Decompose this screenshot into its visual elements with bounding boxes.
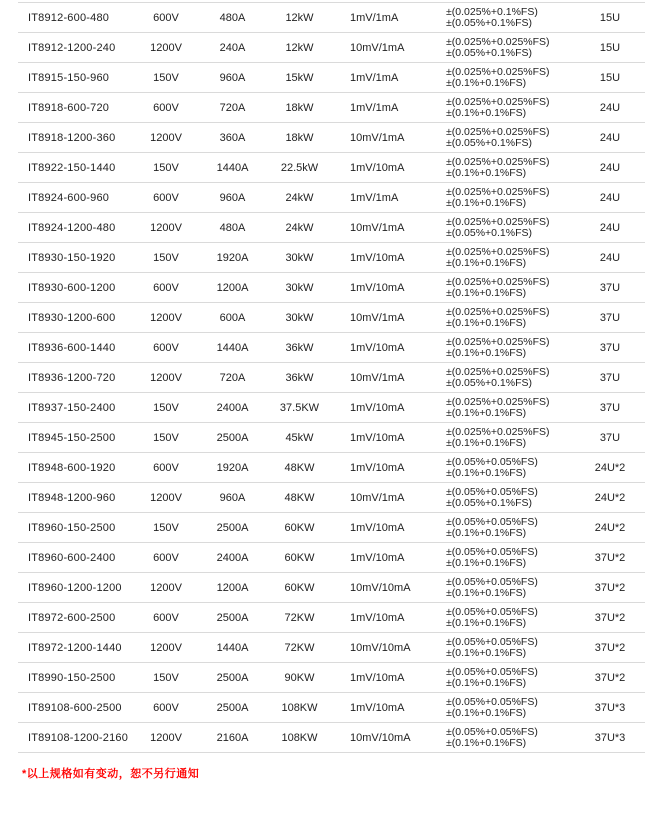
voltage-cell: 150V: [153, 671, 179, 684]
size-cell: 24U*2: [594, 521, 626, 534]
size-cell: 37U*2: [594, 581, 626, 594]
power-cell: 108KW: [281, 701, 318, 714]
power-cell: 30kW: [285, 251, 314, 264]
table-row: [18, 543, 645, 573]
power-cell: 60KW: [284, 551, 315, 564]
accuracy-line-2: ±(0.1%+0.1%FS): [446, 706, 527, 719]
model-cell: IT8922-150-1440: [28, 161, 116, 174]
voltage-cell: 1200V: [150, 221, 182, 234]
resolution-cell: 1mV/10mA: [350, 281, 405, 294]
size-cell: 15U: [599, 71, 621, 84]
size-cell: 24U: [599, 221, 621, 234]
size-cell: 24U: [599, 161, 621, 174]
table-row: [18, 183, 645, 213]
accuracy-cell: [430, 67, 575, 89]
table-row: [18, 33, 645, 63]
size-cell: 24U: [599, 131, 621, 144]
power-cell: 24kW: [285, 191, 314, 204]
current-cell: 1920A: [216, 251, 249, 264]
current-cell: 600A: [219, 311, 246, 324]
current-cell: 2160A: [216, 731, 249, 744]
model-cell: IT89108-600-2500: [28, 701, 122, 714]
size-cell: 37U: [599, 401, 621, 414]
accuracy-cell: [430, 217, 575, 239]
table-row: [18, 693, 645, 723]
size-cell: 24U: [599, 191, 621, 204]
voltage-cell: 150V: [153, 71, 179, 84]
table-row: [18, 123, 645, 153]
voltage-cell: 1200V: [150, 371, 182, 384]
accuracy-cell: [430, 337, 575, 359]
accuracy-cell: [430, 727, 575, 749]
table-row: [18, 603, 645, 633]
model-cell: IT8948-1200-960: [28, 491, 116, 504]
model-cell: IT8930-150-1920: [28, 251, 116, 264]
voltage-cell: 600V: [153, 191, 179, 204]
accuracy-cell: [430, 367, 575, 389]
accuracy-line-2: ±(0.05%+0.1%FS): [446, 136, 533, 149]
current-cell: 360A: [219, 131, 246, 144]
current-cell: 1200A: [216, 281, 249, 294]
power-cell: 30kW: [285, 311, 314, 324]
size-cell: 37U: [599, 371, 621, 384]
current-cell: 720A: [219, 101, 246, 114]
accuracy-line-1: ±(0.05%+0.05%FS): [446, 515, 538, 528]
current-cell: 1440A: [216, 161, 249, 174]
accuracy-line-2: ±(0.05%+0.1%FS): [446, 496, 533, 509]
model-cell: IT8918-600-720: [28, 101, 110, 114]
accuracy-line-1: ±(0.05%+0.05%FS): [446, 665, 538, 678]
model-cell: IT8990-150-2500: [28, 671, 116, 684]
resolution-cell: 10mV/1mA: [350, 311, 405, 324]
power-cell: 22.5kW: [280, 161, 319, 174]
resolution-cell: 1mV/1mA: [350, 11, 399, 24]
size-cell: 37U*3: [594, 701, 626, 714]
model-cell: IT8972-1200-1440: [28, 641, 122, 654]
table-row: [18, 333, 645, 363]
accuracy-line-1: ±(0.025%+0.025%FS): [446, 395, 550, 408]
voltage-cell: 150V: [153, 521, 179, 534]
model-cell: IT8930-1200-600: [28, 311, 116, 324]
current-cell: 2500A: [216, 431, 249, 444]
resolution-cell: 10mV/1mA: [350, 221, 405, 234]
resolution-cell: 1mV/10mA: [350, 461, 405, 474]
accuracy-cell: [430, 517, 575, 539]
power-cell: 24kW: [285, 221, 314, 234]
power-cell: 15kW: [285, 71, 314, 84]
power-cell: 37.5KW: [279, 401, 320, 414]
size-cell: 37U: [599, 341, 621, 354]
model-cell: IT8960-1200-1200: [28, 581, 122, 594]
size-cell: 37U*2: [594, 671, 626, 684]
voltage-cell: 150V: [153, 431, 179, 444]
current-cell: 1920A: [216, 461, 249, 474]
accuracy-line-1: ±(0.025%+0.025%FS): [446, 335, 550, 348]
accuracy-line-2: ±(0.1%+0.1%FS): [446, 166, 527, 179]
table-row: [18, 363, 645, 393]
accuracy-line-1: ±(0.025%+0.025%FS): [446, 425, 550, 438]
accuracy-line-2: ±(0.1%+0.1%FS): [446, 76, 527, 89]
size-cell: 37U*2: [594, 611, 626, 624]
current-cell: 240A: [219, 41, 246, 54]
accuracy-cell: [430, 607, 575, 629]
accuracy-line-1: ±(0.05%+0.05%FS): [446, 695, 538, 708]
resolution-cell: 1mV/10mA: [350, 521, 405, 534]
size-cell: 37U*2: [594, 641, 626, 654]
accuracy-cell: [430, 667, 575, 689]
table-row: [18, 63, 645, 93]
accuracy-line-2: ±(0.05%+0.1%FS): [446, 16, 533, 29]
current-cell: 960A: [219, 191, 246, 204]
size-cell: 37U*2: [594, 551, 626, 564]
power-cell: 60KW: [284, 521, 315, 534]
table-row: [18, 513, 645, 543]
table-row: [18, 453, 645, 483]
model-cell: IT8945-150-2500: [28, 431, 116, 444]
model-cell: IT8912-600-480: [28, 11, 110, 24]
resolution-cell: 1mV/1mA: [350, 191, 399, 204]
voltage-cell: 600V: [153, 11, 179, 24]
accuracy-line-1: ±(0.05%+0.05%FS): [446, 485, 538, 498]
accuracy-cell: [430, 97, 575, 119]
accuracy-line-1: ±(0.05%+0.05%FS): [446, 605, 538, 618]
resolution-cell: 10mV/10mA: [350, 731, 411, 744]
voltage-cell: 1200V: [150, 581, 182, 594]
model-cell: IT8936-1200-720: [28, 371, 116, 384]
model-cell: IT8924-600-960: [28, 191, 110, 204]
accuracy-line-1: ±(0.025%+0.025%FS): [446, 245, 550, 258]
spec-table: [18, 2, 645, 753]
power-cell: 12kW: [285, 11, 314, 24]
accuracy-line-1: ±(0.025%+0.025%FS): [446, 35, 550, 48]
accuracy-line-1: ±(0.025%+0.025%FS): [446, 185, 550, 198]
size-cell: 24U: [599, 101, 621, 114]
voltage-cell: 1200V: [150, 41, 182, 54]
accuracy-cell: [430, 457, 575, 479]
resolution-cell: 1mV/10mA: [350, 611, 405, 624]
power-cell: 36kW: [285, 341, 314, 354]
accuracy-line-2: ±(0.1%+0.1%FS): [446, 346, 527, 359]
accuracy-line-2: ±(0.1%+0.1%FS): [446, 316, 527, 329]
current-cell: 1440A: [216, 641, 249, 654]
accuracy-line-2: ±(0.1%+0.1%FS): [446, 436, 527, 449]
resolution-cell: 1mV/10mA: [350, 431, 405, 444]
current-cell: 2500A: [216, 611, 249, 624]
resolution-cell: 10mV/1mA: [350, 371, 405, 384]
accuracy-cell: [430, 277, 575, 299]
model-cell: IT8948-600-1920: [28, 461, 116, 474]
accuracy-line-1: ±(0.05%+0.05%FS): [446, 545, 538, 558]
size-cell: 24U*2: [594, 491, 626, 504]
power-cell: 72KW: [284, 611, 315, 624]
accuracy-cell: [430, 157, 575, 179]
accuracy-line-2: ±(0.05%+0.1%FS): [446, 376, 533, 389]
power-cell: 36kW: [285, 371, 314, 384]
resolution-cell: 1mV/1mA: [350, 101, 399, 114]
voltage-cell: 600V: [153, 461, 179, 474]
accuracy-line-2: ±(0.1%+0.1%FS): [446, 196, 527, 209]
voltage-cell: 1200V: [150, 641, 182, 654]
table-row: [18, 573, 645, 603]
current-cell: 2500A: [216, 701, 249, 714]
current-cell: 480A: [219, 11, 246, 24]
table-row: [18, 483, 645, 513]
accuracy-cell: [430, 127, 575, 149]
resolution-cell: 1mV/10mA: [350, 701, 405, 714]
spec-change-note: *以上规格如有变动，恕不另行通知: [22, 768, 200, 780]
size-cell: 37U: [599, 431, 621, 444]
accuracy-line-2: ±(0.1%+0.1%FS): [446, 106, 527, 119]
current-cell: 2400A: [216, 551, 249, 564]
accuracy-cell: [430, 397, 575, 419]
accuracy-line-2: ±(0.1%+0.1%FS): [446, 556, 527, 569]
accuracy-cell: [430, 697, 575, 719]
resolution-cell: 1mV/10mA: [350, 401, 405, 414]
accuracy-cell: [430, 7, 575, 29]
model-cell: IT8924-1200-480: [28, 221, 116, 234]
power-cell: 30kW: [285, 281, 314, 294]
accuracy-cell: [430, 487, 575, 509]
voltage-cell: 150V: [153, 251, 179, 264]
power-cell: 90KW: [284, 671, 315, 684]
accuracy-line-1: ±(0.05%+0.05%FS): [446, 635, 538, 648]
current-cell: 480A: [219, 221, 246, 234]
accuracy-line-1: ±(0.025%+0.025%FS): [446, 155, 550, 168]
voltage-cell: 600V: [153, 101, 179, 114]
voltage-cell: 150V: [153, 161, 179, 174]
voltage-cell: 600V: [153, 281, 179, 294]
resolution-cell: 1mV/10mA: [350, 161, 405, 174]
resolution-cell: 1mV/10mA: [350, 251, 405, 264]
current-cell: 2500A: [216, 671, 249, 684]
accuracy-cell: [430, 37, 575, 59]
table-row: [18, 213, 645, 243]
size-cell: 15U: [599, 11, 621, 24]
accuracy-line-2: ±(0.1%+0.1%FS): [446, 616, 527, 629]
voltage-cell: 150V: [153, 401, 179, 414]
accuracy-cell: [430, 577, 575, 599]
model-cell: IT8930-600-1200: [28, 281, 116, 294]
accuracy-cell: [430, 547, 575, 569]
accuracy-line-2: ±(0.1%+0.1%FS): [446, 286, 527, 299]
model-cell: IT8960-150-2500: [28, 521, 116, 534]
model-cell: IT8972-600-2500: [28, 611, 116, 624]
resolution-cell: 1mV/10mA: [350, 671, 405, 684]
table-row: [18, 3, 645, 33]
power-cell: 60KW: [284, 581, 315, 594]
accuracy-line-1: ±(0.025%+0.025%FS): [446, 95, 550, 108]
accuracy-line-1: ±(0.025%+0.025%FS): [446, 125, 550, 138]
power-cell: 12kW: [285, 41, 314, 54]
table-row: [18, 633, 645, 663]
current-cell: 1440A: [216, 341, 249, 354]
power-cell: 45kW: [285, 431, 314, 444]
table-row: [18, 423, 645, 453]
power-cell: 18kW: [285, 131, 314, 144]
accuracy-line-2: ±(0.1%+0.1%FS): [446, 466, 527, 479]
accuracy-cell: [430, 427, 575, 449]
accuracy-line-1: ±(0.025%+0.025%FS): [446, 365, 550, 378]
accuracy-line-1: ±(0.05%+0.05%FS): [446, 725, 538, 738]
accuracy-line-1: ±(0.025%+0.025%FS): [446, 65, 550, 78]
table-row: [18, 153, 645, 183]
voltage-cell: 600V: [153, 551, 179, 564]
accuracy-line-2: ±(0.1%+0.1%FS): [446, 676, 527, 689]
size-cell: 24U: [599, 251, 621, 264]
model-cell: IT8936-600-1440: [28, 341, 116, 354]
table-row: [18, 93, 645, 123]
voltage-cell: 1200V: [150, 731, 182, 744]
resolution-cell: 10mV/10mA: [350, 581, 411, 594]
model-cell: IT8918-1200-360: [28, 131, 116, 144]
current-cell: 2400A: [216, 401, 249, 414]
table-row: [18, 723, 645, 753]
voltage-cell: 600V: [153, 701, 179, 714]
accuracy-line-2: ±(0.05%+0.1%FS): [446, 226, 533, 239]
resolution-cell: 10mV/1mA: [350, 41, 405, 54]
table-row: [18, 243, 645, 273]
accuracy-line-2: ±(0.1%+0.1%FS): [446, 256, 527, 269]
table-row: [18, 303, 645, 333]
model-cell: IT8960-600-2400: [28, 551, 116, 564]
resolution-cell: 1mV/1mA: [350, 71, 399, 84]
power-cell: 48KW: [284, 461, 315, 474]
power-cell: 108KW: [281, 731, 318, 744]
accuracy-line-1: ±(0.05%+0.05%FS): [446, 455, 538, 468]
current-cell: 2500A: [216, 521, 249, 534]
power-cell: 72KW: [284, 641, 315, 654]
power-cell: 18kW: [285, 101, 314, 114]
power-cell: 48KW: [284, 491, 315, 504]
current-cell: 720A: [219, 371, 246, 384]
accuracy-line-2: ±(0.1%+0.1%FS): [446, 646, 527, 659]
accuracy-line-2: ±(0.1%+0.1%FS): [446, 406, 527, 419]
model-cell: IT89108-1200-2160: [28, 731, 129, 744]
voltage-cell: 1200V: [150, 131, 182, 144]
accuracy-line-2: ±(0.05%+0.1%FS): [446, 46, 533, 59]
table-row: [18, 273, 645, 303]
current-cell: 1200A: [216, 581, 249, 594]
accuracy-line-2: ±(0.1%+0.1%FS): [446, 736, 527, 749]
voltage-cell: 600V: [153, 341, 179, 354]
accuracy-cell: [430, 247, 575, 269]
accuracy-line-1: ±(0.025%+0.1%FS): [446, 5, 538, 18]
accuracy-cell: [430, 307, 575, 329]
accuracy-line-1: ±(0.025%+0.025%FS): [446, 275, 550, 288]
resolution-cell: 10mV/1mA: [350, 131, 405, 144]
accuracy-cell: [430, 187, 575, 209]
model-cell: IT8912-1200-240: [28, 41, 116, 54]
size-cell: 24U*2: [594, 461, 626, 474]
resolution-cell: 10mV/1mA: [350, 491, 405, 504]
size-cell: 37U*3: [594, 731, 626, 744]
accuracy-line-1: ±(0.05%+0.05%FS): [446, 575, 538, 588]
resolution-cell: 10mV/10mA: [350, 641, 411, 654]
size-cell: 15U: [599, 41, 621, 54]
accuracy-line-1: ±(0.025%+0.025%FS): [446, 215, 550, 228]
voltage-cell: 1200V: [150, 491, 182, 504]
table-row: [18, 393, 645, 423]
accuracy-line-1: ±(0.025%+0.025%FS): [446, 305, 550, 318]
model-cell: IT8915-150-960: [28, 71, 110, 84]
accuracy-line-2: ±(0.1%+0.1%FS): [446, 526, 527, 539]
voltage-cell: 1200V: [150, 311, 182, 324]
current-cell: 960A: [219, 71, 246, 84]
model-cell: IT8937-150-2400: [28, 401, 116, 414]
current-cell: 960A: [219, 491, 246, 504]
resolution-cell: 1mV/10mA: [350, 341, 405, 354]
voltage-cell: 600V: [153, 611, 179, 624]
size-cell: 37U: [599, 311, 621, 324]
accuracy-cell: [430, 637, 575, 659]
resolution-cell: 1mV/10mA: [350, 551, 405, 564]
accuracy-line-2: ±(0.1%+0.1%FS): [446, 586, 527, 599]
size-cell: 37U: [599, 281, 621, 294]
table-row: [18, 663, 645, 693]
